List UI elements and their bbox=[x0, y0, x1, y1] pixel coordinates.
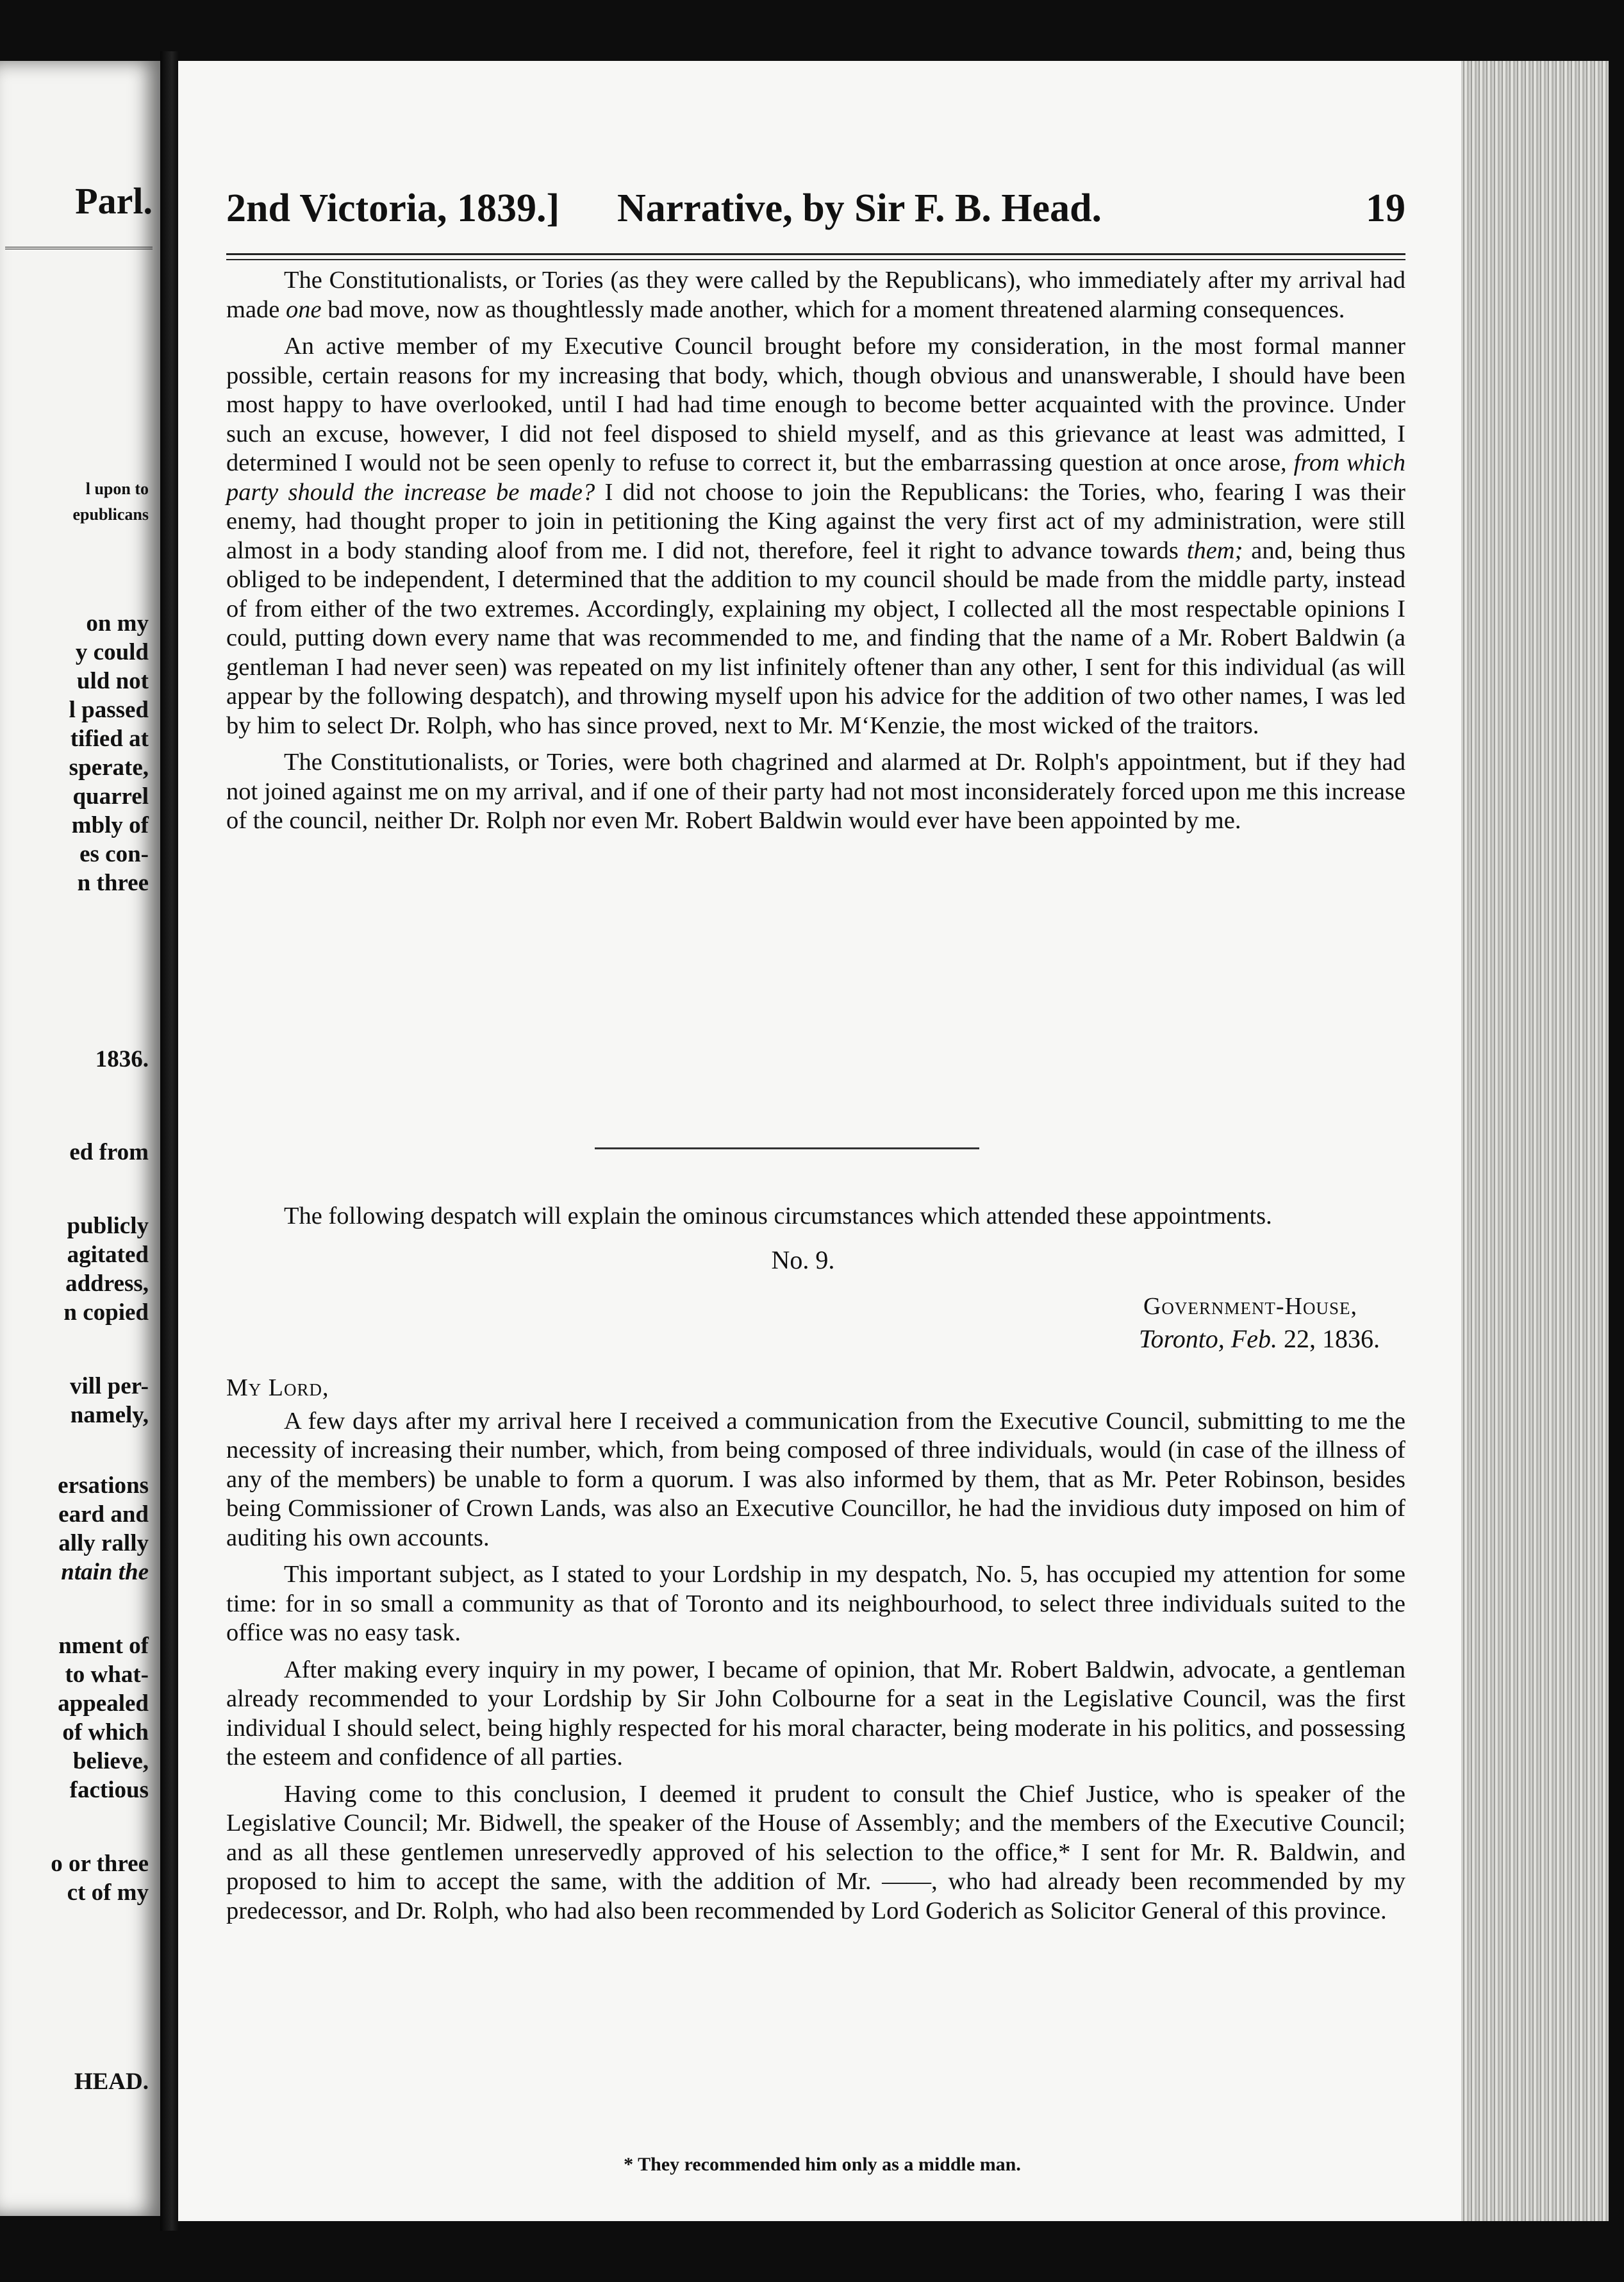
left-page-line: es con- bbox=[79, 841, 149, 867]
header-title: Narrative, by Sir F. B. Head. bbox=[617, 187, 1102, 230]
despatch-number: No. 9. bbox=[771, 1245, 835, 1274]
left-page-line: publicly bbox=[67, 1213, 149, 1239]
page bbox=[178, 61, 1466, 2221]
running-head bbox=[226, 186, 1405, 244]
left-page-line: ed from bbox=[69, 1139, 149, 1165]
left-page-line: n three bbox=[77, 870, 149, 896]
left-page-header: Parl. bbox=[75, 180, 153, 222]
left-page-line: on my bbox=[86, 610, 149, 637]
left-page-line: eard and bbox=[58, 1501, 149, 1528]
left-page-line: ally rally bbox=[58, 1530, 149, 1556]
paragraph-4: The following despatch will explain the ominous circumstances which attended these appointments. bbox=[284, 1203, 1272, 1229]
paragraph-6: This important subject, as I stated to your Lordship in my despatch, No. 5, has occupied my attention for some time: for in so small a community as that of Toronto and its neighbourhood, to select three individuals suited to the office was no easy task. bbox=[226, 1561, 1405, 1646]
paragraph-7: After making every inquiry in my power, I became of opinion, that Mr. Robert Baldwin, advocate, a gentleman already recommended to your Lordship by Sir John Colbourne for a seat in the Legislative Council, was the first individual I should select, being highly respected for his moral character, being moderate in his politics, and possessing the esteem and confidence of all parties. bbox=[226, 1656, 1405, 1770]
page-number: 19 bbox=[1366, 187, 1405, 230]
left-page-line: to what- bbox=[65, 1662, 149, 1688]
despatch-dateline: Toronto, Feb. 22, 1836. bbox=[1139, 1324, 1380, 1353]
section-divider bbox=[595, 1147, 979, 1149]
left-page-line: ct of my bbox=[67, 1879, 149, 1906]
left-page-line: HEAD. bbox=[74, 2069, 149, 2095]
left-page-line: y could bbox=[75, 639, 149, 665]
book-spine bbox=[160, 51, 179, 2231]
despatch-origin: Government-House, bbox=[1143, 1293, 1357, 1320]
left-page-line: believe, bbox=[72, 1748, 149, 1774]
left-page-line: l upon to bbox=[85, 479, 149, 498]
left-page-line: l passed bbox=[69, 697, 149, 723]
left-page-line: of which bbox=[62, 1719, 149, 1745]
narrative-text bbox=[226, 266, 1405, 844]
left-page-line: ntain the bbox=[61, 1559, 149, 1585]
left-page-line: appealed bbox=[58, 1690, 149, 1717]
left-page-line: sperate, bbox=[69, 754, 149, 781]
left-page-line: vill per- bbox=[70, 1373, 149, 1399]
left-page-rule bbox=[5, 247, 153, 249]
left-page-line: agitated bbox=[67, 1242, 149, 1268]
left-page-line: uld not bbox=[76, 668, 149, 694]
paragraph-5: A few days after my arrival here I received a communication from the Executive Council, submitting to me the necessity of increasing their number, which, from being composed of three individuals, would (in case of the illness of any of the members) be unable to form a quorum. I was also informed by them, that as Mr. Peter Robinson, besides being Commissioner of Crown Lands, was also an Executive Councillor, he had the invidious duty imposed on him of auditing his own accounts. bbox=[226, 1407, 1405, 1551]
despatch-text bbox=[226, 1202, 1405, 1933]
footnote: * They recommended him only as a middle man. bbox=[624, 2154, 1021, 2175]
left-page-line: factious bbox=[69, 1777, 149, 1803]
left-page-line: ersations bbox=[58, 1472, 149, 1499]
left-page-line: namely, bbox=[70, 1402, 149, 1428]
salutation: My Lord, bbox=[226, 1374, 329, 1401]
paragraph-3: The Constitutionalists, or Tories, were both chagrined and alarmed at Dr. Rolph's appointment, but if they had not joined against me on my arrival, and if one of their party had not most inconsiderately forced upon me this increase of the council, neither Dr. Rolph nor even Mr. Robert Baldwin would ever have been appointed by me. bbox=[226, 749, 1405, 834]
left-page-line: tified at bbox=[70, 726, 149, 752]
paragraph-1: The Constitutionalists, or Tories (as they were called by the Republicans), who immediately after my arrival had made one bad move, now as thoughtlessly made another, which for a moment threatened alarming consequences. bbox=[226, 267, 1405, 323]
paragraph-2: An active member of my Executive Council brought before my consideration, in the most formal manner possible, certain reasons for my increasing that body, which, though obvious and unanswerable, I should have been most happy to have overlooked, until I had had time enough to become better acquainted with the province. Under such an excuse, however, I did not feel disposed to shield myself, and as this grievance at least was admitted, I determined I would not be seen openly to refuse to correct it, but the embarrassing question at once arose, from which party should the increase be made? I did not choose to join the Republicans: the Tories, who, fearing I was their enemy, had thought proper to join in petitioning the King against the very first act of my administration, were still almost in a body standing aloof from me. I did not, therefore, feel it right to advance towards them; and, being thus obliged to be independent, I determined that the addition to my council should be made from the middle party, instead of from either of the two extremes. Accordingly, explaining my object, I collected all the most respectable opinions I could, putting down every name that was recommended to me, and finding that the name of a Mr. Robert Baldwin (a gentleman I had never seen) was repeated on my list infinitely oftener than any other, I sent for this individual (as will appear by the following despatch), and throwing myself upon his advice for the addition of two other names, I was led by him to select Dr. Rolph, who has since proved, next to Mr. M‘Kenzie, the most wicked of the traitors. bbox=[226, 333, 1405, 739]
left-page-line: epublicans bbox=[72, 505, 149, 524]
header-left: 2nd Victoria, 1839.] bbox=[226, 187, 560, 230]
left-page-line: nment of bbox=[58, 1633, 149, 1659]
page-edges bbox=[1461, 61, 1609, 2221]
left-page-line: 1836. bbox=[95, 1046, 149, 1072]
left-page-line: o or three bbox=[51, 1851, 149, 1877]
header-rule bbox=[226, 253, 1405, 260]
paragraph-8: Having come to this conclusion, I deemed it prudent to consult the Chief Justice, who is speaker of the Legislative Council; Mr. Bidwell, the speaker of the House of Assembly; and the members of the Executive Council; and as all these gentlemen unreservedly approved of his selection to the office,* I sent for Mr. R. Baldwin, and proposed to him to accept the same, with the addition of Mr. ——, who had already been recommended by my predecessor, and Dr. Rolph, who had also been recommended by Lord Goderich as Solicitor General of this province. bbox=[226, 1780, 1405, 1924]
left-page-line: quarrel bbox=[72, 783, 149, 810]
left-page-line: address, bbox=[65, 1270, 149, 1297]
left-page-line: n copied bbox=[63, 1299, 149, 1326]
left-page-line: mbly of bbox=[71, 812, 149, 838]
left-page-fragment bbox=[0, 61, 160, 2216]
